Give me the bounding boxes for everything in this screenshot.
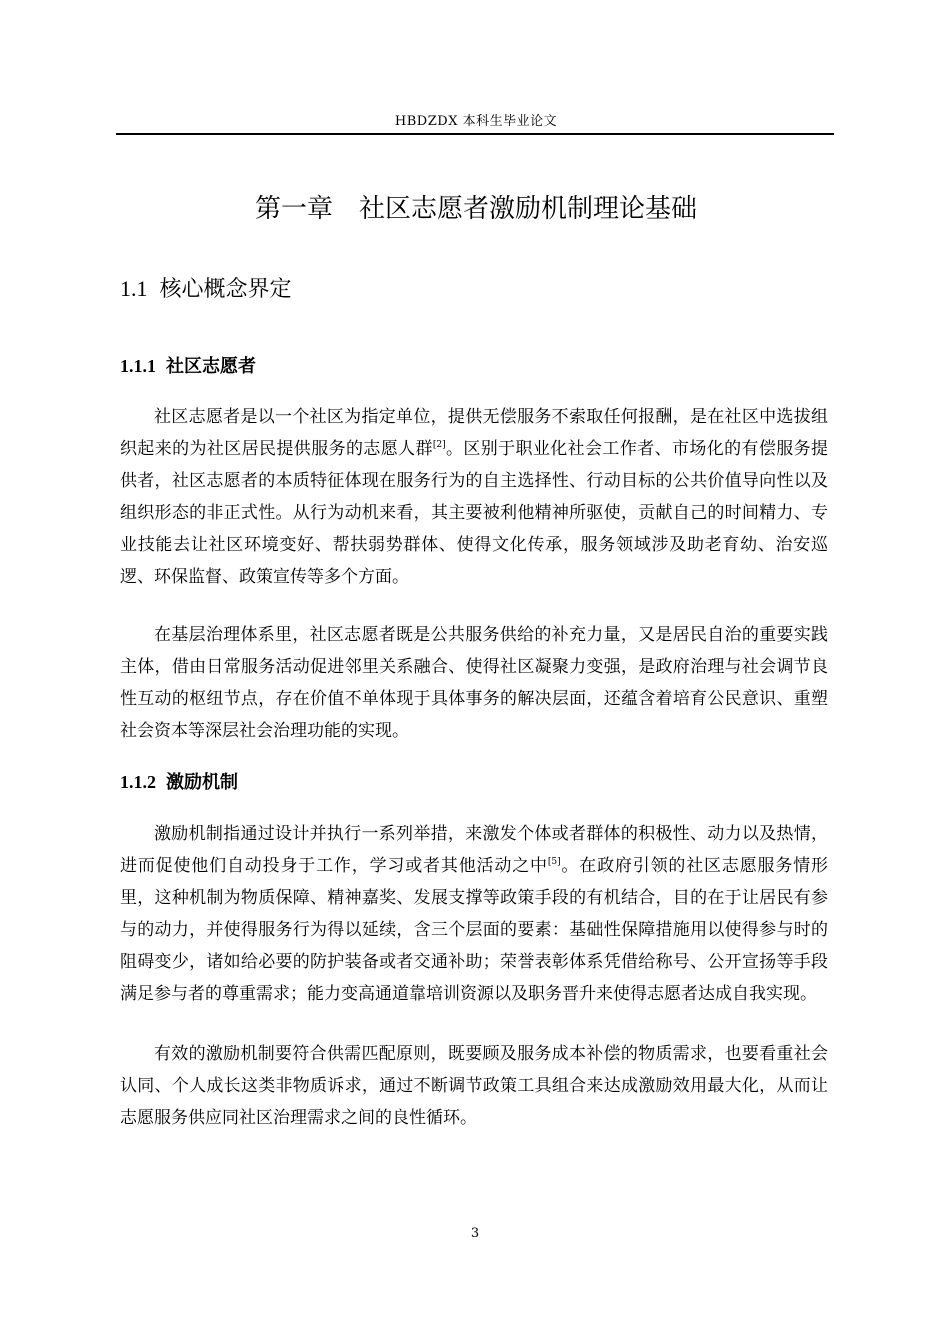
subsection-title: 激励机制 xyxy=(166,772,238,793)
section-heading xyxy=(120,272,292,303)
paragraph-4 xyxy=(120,1038,828,1134)
paragraph-2 xyxy=(120,619,828,747)
header-divider xyxy=(116,133,834,135)
paragraph-1 xyxy=(120,401,828,593)
chapter-title-text: 社区志愿者激励机制理论基础 xyxy=(359,194,698,224)
running-header: HBDZDX 本科生毕业论文 xyxy=(394,114,558,129)
subsection-number: 1.1.2 xyxy=(120,772,156,792)
section-number: 1.1 xyxy=(120,276,148,301)
paragraph-text: 激励机制指通过设计并执行一系列举措，来激发个体或者群体的积极性、动力以及热情，进而促使他们自动投身于工作，学习或者其他活动之中 xyxy=(120,824,828,876)
subsection-number: 1.1.1 xyxy=(120,356,156,376)
subsection-heading-1 xyxy=(120,352,256,378)
paragraph-text: 有效的激励机制要符合供需匹配原则，既要顾及服务成本补偿的物质需求，也要看重社会认同、个人成长这类非物质诉求，通过不断调节政策工具组合来达成激励效用最大化，从而让志愿服务供应同社区治理需求之间的良性循环。 xyxy=(120,1044,828,1128)
paragraph-text: 在基层治理体系里，社区志愿者既是公共服务供给的补充力量，又是居民自治的重要实践主体，借由日常服务活动促进邻里关系融合、使得社区凝聚力变强，是政府治理与社会调节良性互动的枢纽节点，存在价值不单体现于具体事务的解决层面，还蕴含着培育公民意识、重塑社会资本等深层社会治理功能的实现。 xyxy=(120,625,828,741)
paragraph-3 xyxy=(120,818,828,1010)
paragraph-text: 社区志愿者是以一个社区为指定单位，提供无偿服务不索取任何报酬，是在社区中选拔组织起来的为社区居民提供服务的志愿人群 xyxy=(120,407,828,459)
citation: [2] xyxy=(432,440,446,450)
paragraph-text: 。区别于职业化社会工作者、市场化的有偿服务提供者，社区志愿者的本质特征体现在服务行为的自主选择性、行动目标的公共价值导向性以及组织形态的非正式性。从行为动机来看，其主要被利他精神所驱使，贡献自己的时间精力、专业技能去让社区环境变好、帮扶弱势群体、使得文化传承，服务领域涉及助老育幼、治安巡逻、环保监督、政策宣传等多个方面。 xyxy=(120,439,829,587)
subsection-title: 社区志愿者 xyxy=(166,356,256,377)
section-title: 核心概念界定 xyxy=(159,277,292,302)
paragraph-text: 。在政府引领的社区志愿服务情形里，这种机制为物质保障、精神嘉奖、发展支撑等政策手段的有机结合，目的在于让居民有参与的动力，并使得服务行为得以延续，含三个层面的要素：基础性保障措施用以使得参与时的阻碍变少，诸如给必要的防护装备或者交通补助；荣誉表彰体系凭借给称号、公开宣扬等手段满足参与者的尊重需求；能力变高通道靠培训资源以及职务晋升来使得志愿者达成自我实现。 xyxy=(120,856,829,1004)
citation: [5] xyxy=(547,857,561,867)
chapter-title xyxy=(118,188,834,225)
subsection-heading-2 xyxy=(120,768,238,794)
chapter-number: 第一章 xyxy=(254,194,333,224)
page-number: 3 xyxy=(470,1226,480,1241)
